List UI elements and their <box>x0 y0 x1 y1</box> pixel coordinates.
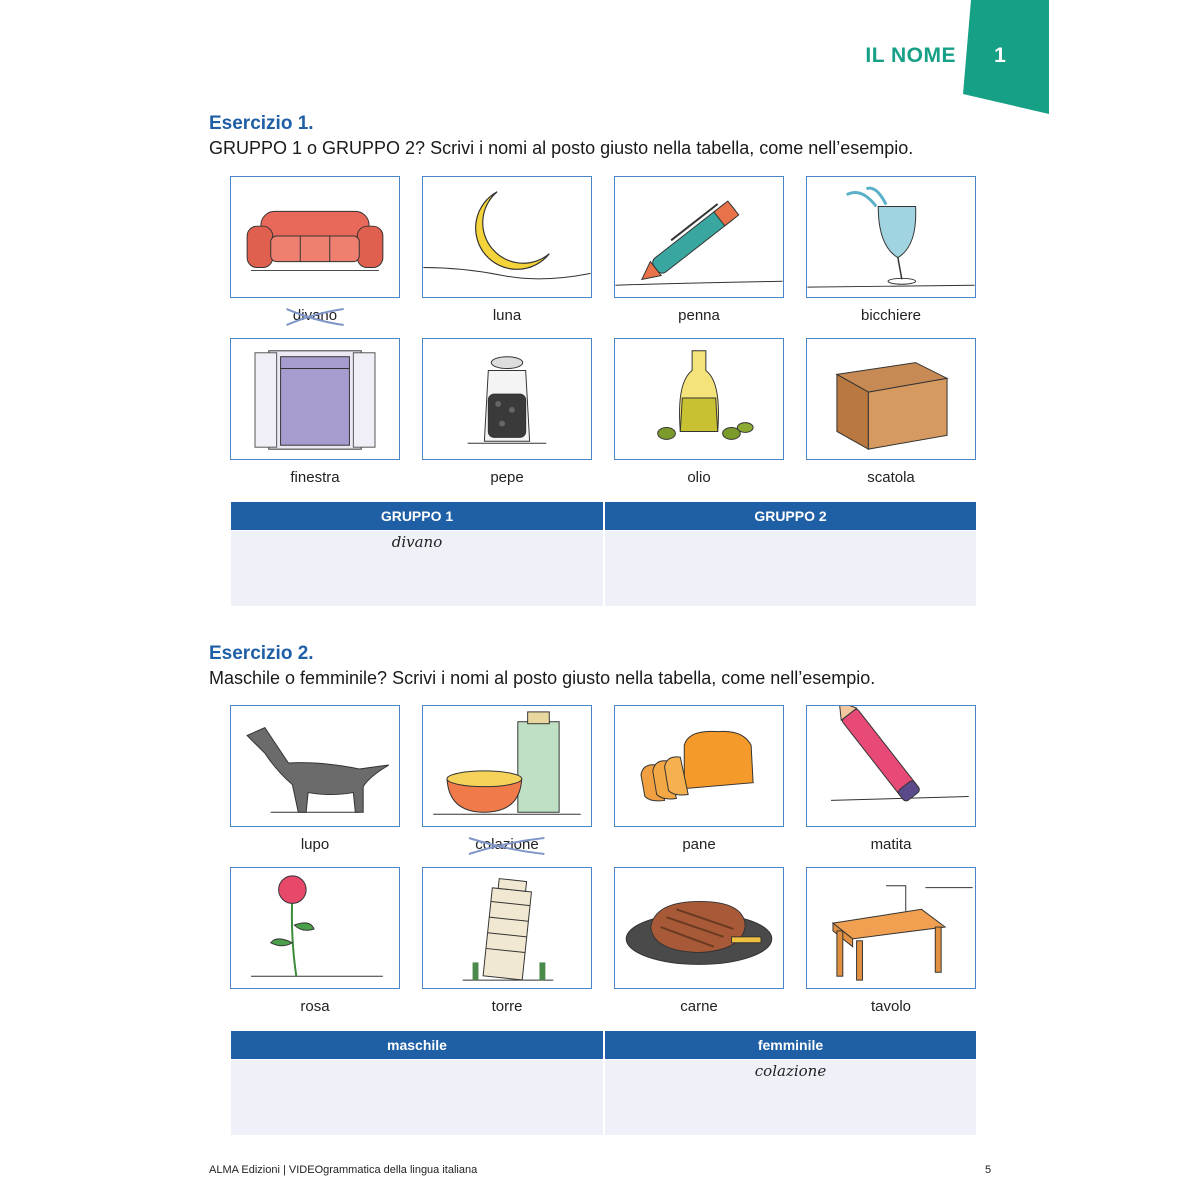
caption-luna: luna <box>492 307 522 324</box>
table2-header-femminile: femminile <box>605 1031 976 1059</box>
exercise-1-title: Esercizio 1. <box>209 113 314 134</box>
caption-carne: carne <box>680 998 718 1015</box>
chapter-number: 1 <box>994 44 1006 67</box>
caption-penna: penna <box>678 307 720 324</box>
caption-pane: pane <box>682 836 716 853</box>
caption-rosa: rosa <box>300 998 330 1015</box>
caption-pepe: pepe <box>490 469 524 486</box>
caption-scatola: scatola <box>867 469 915 486</box>
caption-olio: olio <box>687 469 711 486</box>
table2-cell-maschile[interactable] <box>231 1060 603 1135</box>
caption-tavolo: tavolo <box>870 998 912 1015</box>
moon-icon <box>422 176 592 298</box>
breakfast-icon <box>422 705 592 827</box>
caption-matita: matita <box>870 836 912 853</box>
caption-torre: torre <box>491 998 523 1015</box>
wolf-icon <box>230 705 400 827</box>
steak-icon <box>614 867 784 989</box>
rose-icon <box>230 867 400 989</box>
table1-header-gruppo-1: GRUPPO 1 <box>231 502 603 530</box>
cross-out-mark <box>467 834 546 858</box>
exercise-2-title: Esercizio 2. <box>209 643 314 664</box>
caption-colazione: colazione <box>422 836 592 853</box>
exercise-1-instruction: GRUPPO 1 o GRUPPO 2? Scrivi i nomi al posto giusto nella tabella, come nell’esempio. <box>209 138 914 158</box>
page-number: 5 <box>985 1164 992 1176</box>
table1-header-gruppo-2: GRUPPO 2 <box>605 502 976 530</box>
caption-bicchiere: bicchiere <box>860 307 922 324</box>
exercise-2-instruction: Maschile o femminile? Scrivi i nomi al posto giusto nella tabella, come nell’esempio. <box>209 668 876 688</box>
box-icon <box>806 338 976 460</box>
table2-answer-femminile: colazione <box>754 1062 827 1080</box>
sofa-icon <box>230 176 400 298</box>
glass-icon <box>806 176 976 298</box>
cross-out-mark <box>285 305 345 329</box>
pepper-grinder-icon <box>422 338 592 460</box>
bread-icon <box>614 705 784 827</box>
pencil-icon <box>806 705 976 827</box>
chapter-title: IL NOME <box>865 44 956 67</box>
table-icon <box>806 867 976 989</box>
caption-lupo: lupo <box>300 836 330 853</box>
window-icon <box>230 338 400 460</box>
table1-cell-gruppo-2[interactable] <box>605 531 976 606</box>
caption-finestra: finestra <box>290 469 340 486</box>
olive-oil-icon <box>614 338 784 460</box>
table2-header-maschile: maschile <box>231 1031 603 1059</box>
footer-publisher: ALMA Edizioni | VIDEOgrammatica della lingua italiana <box>209 1164 478 1176</box>
tower-icon <box>422 867 592 989</box>
caption-divano: divano <box>230 307 400 324</box>
pen-icon <box>614 176 784 298</box>
table1-answer-gruppo-1: divano <box>391 533 443 551</box>
